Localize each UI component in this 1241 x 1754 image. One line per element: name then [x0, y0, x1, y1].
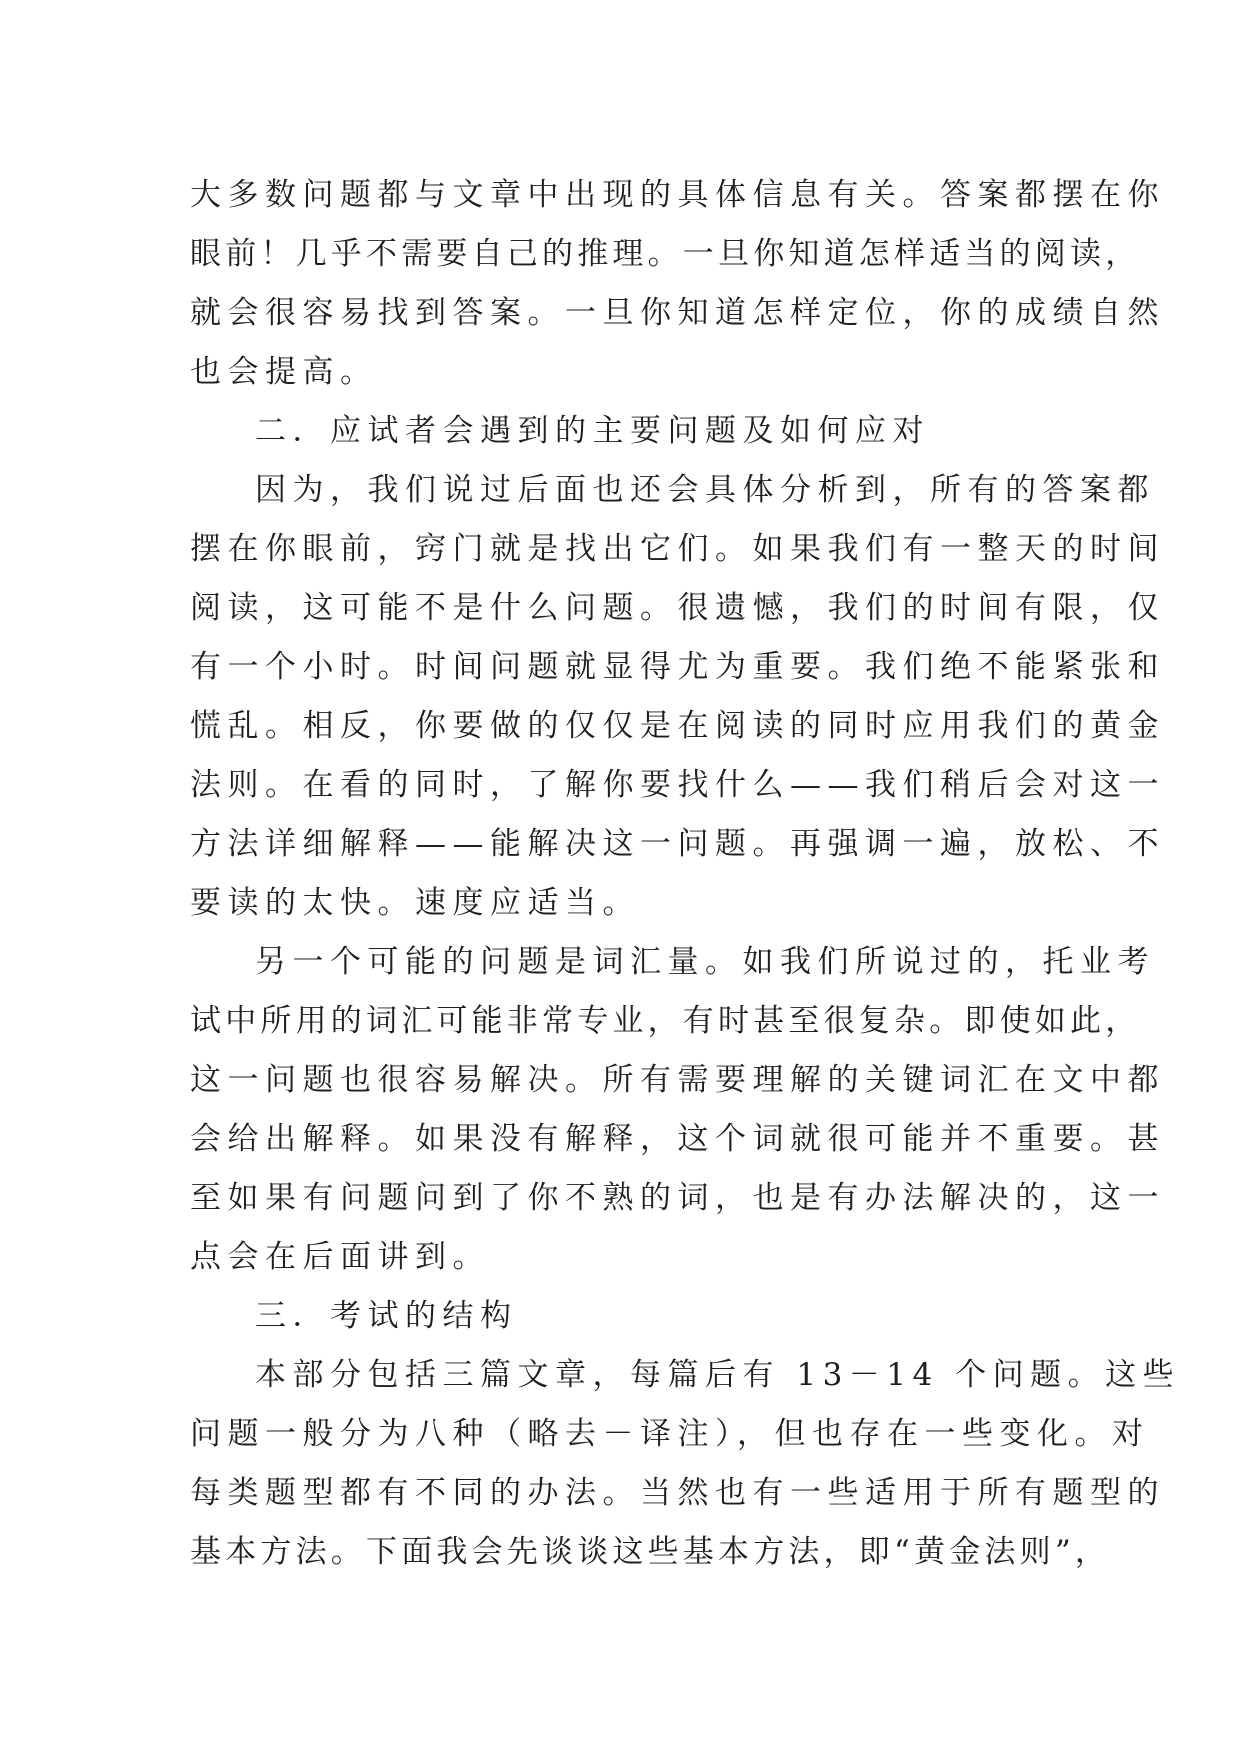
text-line: 慌乱。相反，你要做的仅仅是在阅读的同时应用我们的黄金 [190, 708, 1165, 744]
text-line: 就会很容易找到答案。一旦你知道怎样定位，你的成绩自然 [190, 295, 1165, 331]
paragraph-first-line: 因为，我们说过后面也还会具体分析到，所有的答案都 [255, 472, 1155, 508]
text-line: 这一问题也很容易解决。所有需要理解的关键词汇在文中都 [190, 1062, 1165, 1098]
section-heading: 二．应试者会遇到的主要问题及如何应对 [255, 413, 930, 449]
text-line: 摆在你眼前，窍门就是找出它们。如果我们有一整天的时间 [190, 531, 1165, 567]
section-heading: 三．考试的结构 [255, 1298, 518, 1334]
text-line: 会给出解释。如果没有解释，这个词就很可能并不重要。甚 [190, 1121, 1165, 1157]
text-line: 大多数问题都与文章中出现的具体信息有关。答案都摆在你 [190, 177, 1165, 213]
text-line: 点会在后面讲到。 [190, 1239, 490, 1275]
text-line: 问题一般分为八种（略去－译注），但也存在一些变化。对 [190, 1416, 1150, 1452]
text-line: 基本方法。下面我会先谈谈这些基本方法，即“黄金法则”， [190, 1534, 1111, 1570]
text-line: 每类题型都有不同的办法。当然也有一些适用于所有题型的 [190, 1475, 1165, 1511]
text-line: 方法详细解释——能解决这一问题。再强调一遍，放松、不 [190, 826, 1165, 862]
text-line: 有一个小时。时间问题就显得尤为重要。我们绝不能紧张和 [190, 649, 1165, 685]
text-line: 至如果有问题问到了你不熟的词，也是有办法解决的，这一 [190, 1180, 1165, 1216]
text-line: 阅读，这可能不是什么问题。很遗憾，我们的时间有限，仅 [190, 590, 1165, 626]
text-line: 要读的太快。速度应适当。 [190, 885, 640, 921]
paragraph-first-line: 另一个可能的问题是词汇量。如我们所说过的，托业考 [255, 944, 1155, 980]
text-line: 试中所用的词汇可能非常专业，有时甚至很复杂。即使如此， [190, 1003, 1141, 1039]
text-line: 法则。在看的同时，了解你要找什么——我们稍后会对这一 [190, 767, 1165, 803]
text-line: 也会提高。 [190, 354, 378, 390]
text-line: 眼前！几乎不需要自己的推理。一旦你知道怎样适当的阅读， [190, 236, 1141, 272]
paragraph-first-line: 本部分包括三篇文章，每篇后有 13－14 个问题。这些 [255, 1357, 1181, 1393]
